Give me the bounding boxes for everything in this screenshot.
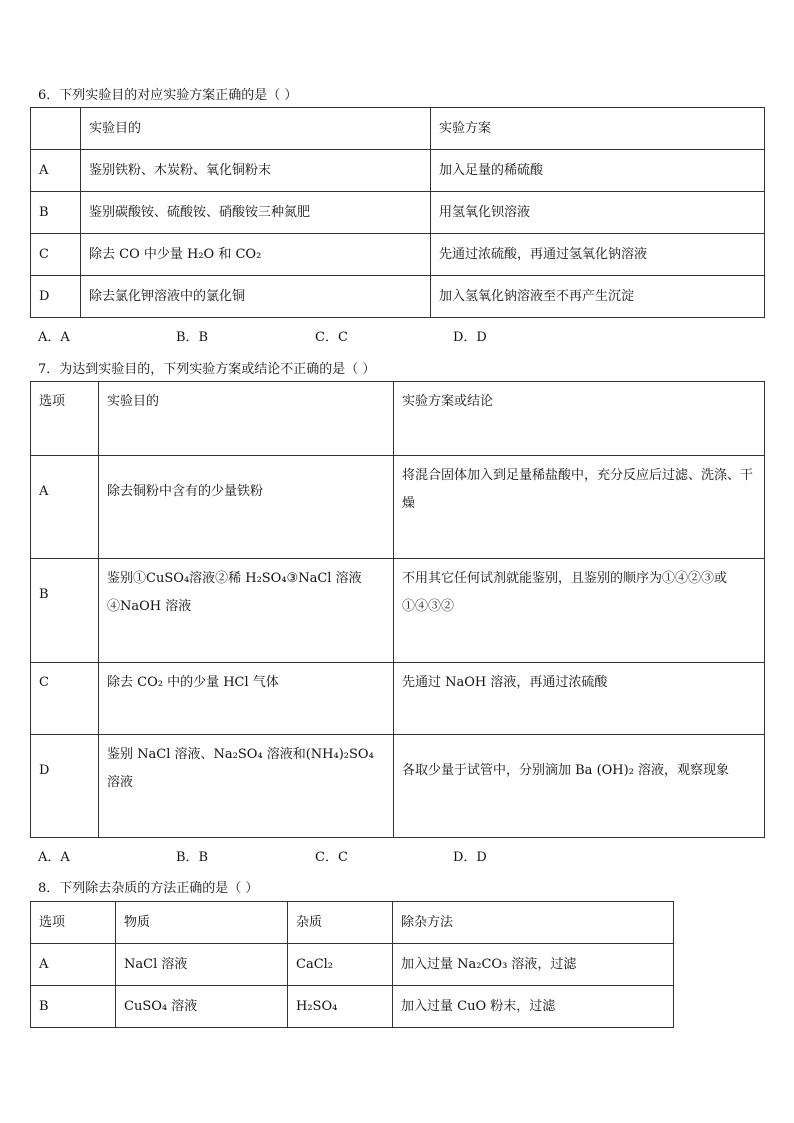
option-key: B [31,559,99,663]
table-row [31,276,765,318]
table-header-cell: 实验目的 [99,382,394,456]
table-header-cell: 杂质 [288,902,393,944]
option-key: C [31,663,99,735]
answer-option-a[interactable]: A．A [38,850,70,865]
plan-cell: 加入足量的稀硫酸 [431,150,765,192]
purpose-cell: 除去 CO 中少量 H₂O 和 CO₂ [81,234,431,276]
question-8-title: 8．下列除去杂质的方法正确的是（ ） [38,881,259,896]
option-key: B [31,986,116,1028]
option-key: B [31,192,81,234]
option-key: D [31,276,81,318]
table-header-cell: 除杂方法 [393,902,674,944]
table-header-cell: 物质 [116,902,288,944]
answer-option-d[interactable]: D．D [453,850,487,865]
plan-cell: 各取少量于试管中，分别滴加 Ba (OH)₂ 溶液，观察现象 [394,735,765,838]
answer-option-c[interactable]: C．C [315,850,348,865]
plan-cell: 先通过 NaOH 溶液，再通过浓硫酸 [394,663,765,735]
purpose-cell: 鉴别①CuSO₄溶液②稀 H₂SO₄③NaCl 溶液④NaOH 溶液 [99,559,394,663]
plan-cell: 先通过浓硫酸，再通过氢氧化钠溶液 [431,234,765,276]
table-row [31,150,765,192]
question-7-table [30,381,765,838]
table-row [31,944,674,986]
purpose-cell: 鉴别 NaCl 溶液、Na₂SO₄ 溶液和(NH₄)₂SO₄ 溶液 [99,735,394,838]
purpose-cell: 鉴别碳酸铵、硫酸铵、硝酸铵三种氮肥 [81,192,431,234]
substance-cell: NaCl 溶液 [116,944,288,986]
table-row [31,559,765,663]
impurity-cell: H₂SO₄ [288,986,393,1028]
question-7-title: 7．为达到实验目的，下列实验方案或结论不正确的是（ ） [38,362,376,377]
method-cell: 加入过量 Na₂CO₃ 溶液，过滤 [393,944,674,986]
answer-option-d[interactable]: D．D [453,330,487,345]
table-row [31,735,765,838]
table-row [31,456,765,559]
plan-cell: 不用其它任何试剂就能鉴别，且鉴别的顺序为①④②③或①④③② [394,559,765,663]
plan-cell: 将混合固体加入到足量稀盐酸中，充分反应后过滤、洗涤、干燥 [394,456,765,559]
answer-option-a[interactable]: A．A [38,330,70,345]
purpose-cell: 除去 CO₂ 中的少量 HCl 气体 [99,663,394,735]
plan-cell: 加入氢氧化钠溶液至不再产生沉淀 [431,276,765,318]
table-header-cell: 实验方案 [431,108,765,150]
answer-option-b[interactable]: B．B [176,850,209,865]
answer-option-b[interactable]: B．B [176,330,209,345]
option-key: D [31,735,99,838]
table-row [31,192,765,234]
option-key: A [31,944,116,986]
purpose-cell: 除去氯化钾溶液中的氯化铜 [81,276,431,318]
question-6-title: 6．下列实验目的对应实验方案正确的是（ ） [38,88,298,103]
table-header-cell: 实验方案或结论 [394,382,765,456]
plan-cell: 用氢氧化钡溶液 [431,192,765,234]
option-key: A [31,456,99,559]
substance-cell: CuSO₄ 溶液 [116,986,288,1028]
table-header-cell: 选项 [31,902,116,944]
purpose-cell: 除去铜粉中含有的少量铁粉 [99,456,394,559]
table-header-cell: 实验目的 [81,108,431,150]
purpose-cell: 鉴别铁粉、木炭粉、氧化铜粉末 [81,150,431,192]
option-key: C [31,234,81,276]
table-row [31,663,765,735]
question-6-table [30,107,765,318]
option-key: A [31,150,81,192]
table-header-cell: 选项 [31,382,99,456]
answer-option-c[interactable]: C．C [315,330,348,345]
table-row [31,234,765,276]
question-8-table [30,901,674,1028]
table-header-cell [31,108,81,150]
method-cell: 加入过量 CuO 粉末，过滤 [393,986,674,1028]
table-row [31,986,674,1028]
impurity-cell: CaCl₂ [288,944,393,986]
